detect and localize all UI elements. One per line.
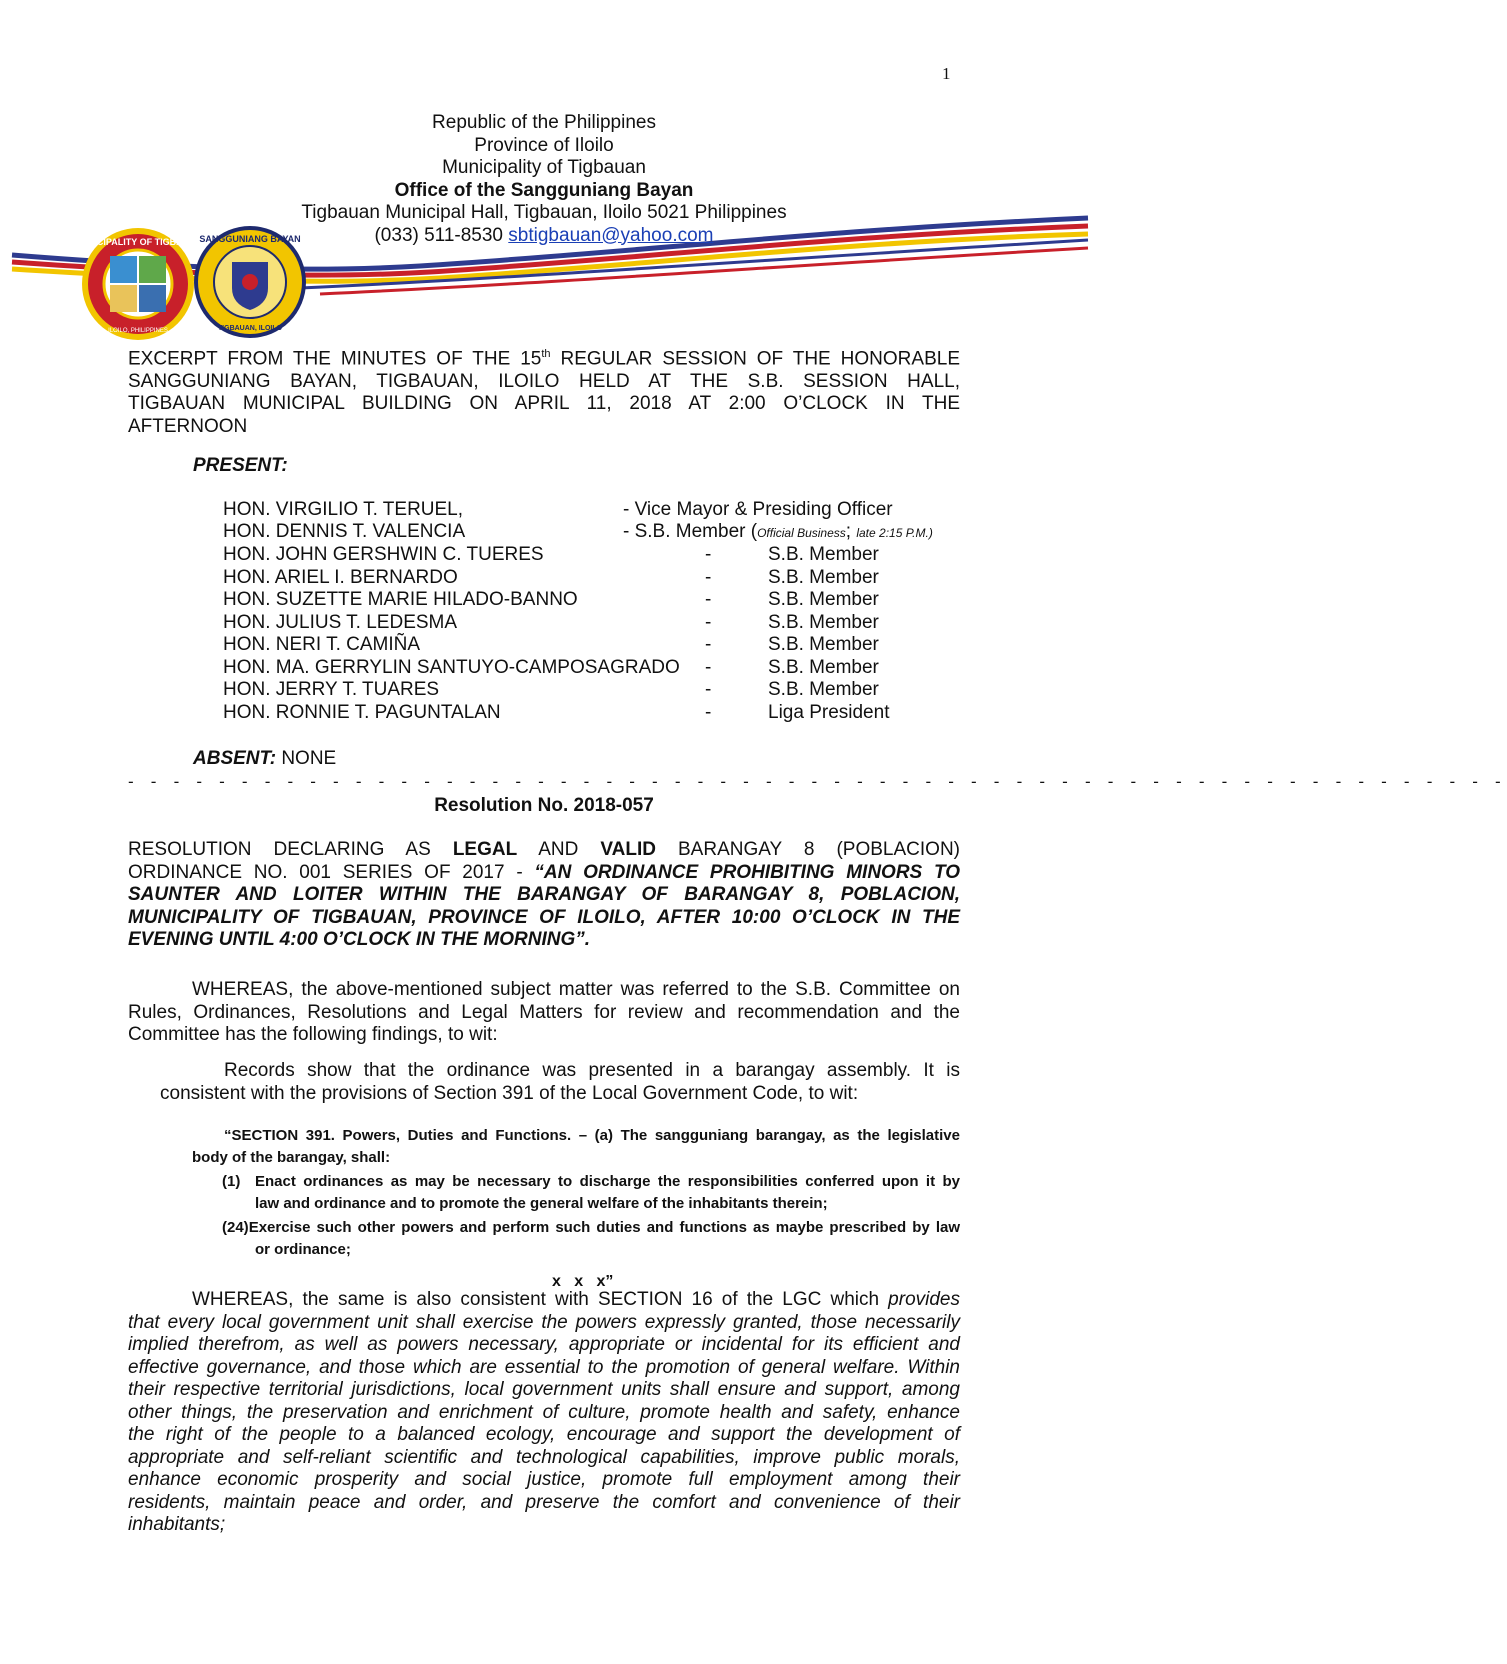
whereas-committee bbox=[128, 979, 960, 1047]
member-row: HON. JOHN GERSHWIN C. TUERES - S.B. Member bbox=[223, 544, 879, 565]
whereas2-body: that every local government unit shall exercise the powers expressly granted, those necessarily implied therefrom, as well as powers necessary, appropriate or incidental for its efficient and effective governance, and those which are essential to the promotion of general welfare. Within their respective territorial jurisdictions, local government units shall ensure and support, among other things, the preservation and enrichment of culture, promote health and safety, enhance the right of the people to a balanced ecology, encourage and support the development of appropriate and self-reliant scientific and technological capabilities, improve public morals, enhance economic prosperity and social justice, promote full employment among their residents, maintain peace and order, and preserve the comfort and convenience of their inhabitants; bbox=[128, 1311, 960, 1535]
title-line: ORDINANCE NO. 001 SERIES OF 2017 - “AN ORDINANCE PROHIBITING MINORS TO bbox=[128, 861, 960, 883]
title-line: SAUNTER AND LOITER WITHIN THE BARANGAY OF BARANGAY 8, POBLACION, bbox=[128, 884, 960, 905]
seal-right-bottom: TIGBAUAN, ILOILO bbox=[217, 325, 283, 332]
excerpt-line: SANGGUNIANG BAYAN, TIGBAUAN, ILOILO HELD AT THE S.B. SESSION HALL, bbox=[128, 370, 960, 392]
seal-right-label: SANGGUNIANG BAYAN bbox=[199, 234, 301, 244]
absent-value: NONE bbox=[276, 748, 337, 769]
present-label: PRESENT: bbox=[193, 455, 288, 476]
absent-label: ABSENT: bbox=[193, 748, 277, 769]
member-row: HON. VIRGILIO T. TERUEL, - Vice Mayor & Presiding Officer bbox=[223, 499, 893, 520]
letterhead-municipality: Municipality of Tigbauan bbox=[442, 157, 646, 178]
quote-line: “SECTION 391. Powers, Duties and Functions. – (a) The sangguniang barangay, as the legislative bbox=[224, 1127, 960, 1144]
whereas-line: WHEREAS, the above-mentioned subject matter was referred to the S.B. Committee on bbox=[192, 979, 960, 1000]
member-row: HON. MA. GERRYLIN SANTUYO-CAMPOSAGRADO - S.B. Member bbox=[223, 657, 879, 678]
quote-item: (24) Exercise such other powers and perform such duties and functions as maybe prescribed by law or ordinance; bbox=[222, 1219, 960, 1258]
excerpt-line: TIGBAUAN MUNICIPAL BUILDING ON APRIL 11, 2018 AT 2:00 O’CLOCK IN THE bbox=[128, 393, 960, 415]
whereas2-line: WHEREAS, the same is also consistent with SECTION 16 of the LGC which provides bbox=[192, 1289, 960, 1310]
absent-line bbox=[193, 748, 336, 771]
dashed-divider: - - - - - - - - - - - - - - - - - - - - - - - - - - - - - - - - - - - - - - - - - - - - - - - - - - - - - - - - - - - - - bbox=[128, 772, 1507, 791]
resolution-number: Resolution No. 2018-057 bbox=[434, 795, 654, 816]
member-row: HON. JERRY T. TUARES - S.B. Member bbox=[223, 679, 879, 700]
phone-number: (033) 511-8530 bbox=[374, 224, 504, 246]
title-line: MUNICIPALITY OF TIGBAUAN, PROVINCE OF ILOILO, AFTER 10:00 O’CLOCK IN THE bbox=[128, 906, 960, 928]
whereas-line: Committee has the following findings, to wit: bbox=[128, 1024, 498, 1045]
records-line: Records show that the ordinance was presented in a barangay assembly. It is bbox=[224, 1060, 960, 1081]
member-row: HON. RONNIE T. PAGUNTALAN - Liga President bbox=[223, 702, 890, 723]
excerpt-paragraph bbox=[128, 343, 960, 438]
member-row: HON. SUZETTE MARIE HILADO-BANNO - S.B. Member bbox=[223, 589, 879, 610]
quote-ellipsis: x x x” bbox=[552, 1273, 614, 1290]
letterhead-office: Office of the Sangguniang Bayan bbox=[394, 179, 694, 201]
member-row: HON. JULIUS T. LEDESMA - S.B. Member bbox=[223, 612, 879, 633]
records-paragraph bbox=[160, 1060, 960, 1105]
letterhead-contact bbox=[0, 225, 1088, 248]
whereas-line: Rules, Ordinances, Resolutions and Legal Matters for review and recommendation and the bbox=[128, 1001, 960, 1023]
title-line: RESOLUTION DECLARING AS LEGAL AND VALID BARANGAY 8 (POBLACION) bbox=[128, 839, 960, 860]
records-line: consistent with the provisions of Section 391 of the Local Government Code, to wit: bbox=[160, 1082, 859, 1104]
quote-item: (1) Enact ordinances as may be necessary to discharge the responsibilities conferred upon it by law and ordinance and to promote the general welfare of the inhabitants therein; bbox=[222, 1173, 960, 1212]
email-link[interactable]: sbtigbauan@yahoo.com bbox=[508, 224, 714, 246]
member-row: HON. NERI T. CAMIÑA - S.B. Member bbox=[223, 634, 879, 655]
member-row: HON. ARIEL I. BERNARDO - S.B. Member bbox=[223, 567, 879, 588]
letterhead-address: Tigbauan Municipal Hall, Tigbauan, Iloilo 5021 Philippines bbox=[301, 202, 787, 223]
excerpt-line: EXCERPT FROM THE MINUTES OF THE 15th REGULAR SESSION OF THE HONORABLE bbox=[128, 348, 960, 370]
quote-line: body of the barangay, shall: bbox=[192, 1149, 391, 1166]
seal-left-label: MUNICIPALITY OF TIGBAUAN bbox=[73, 237, 203, 247]
section-391-quote bbox=[192, 1125, 960, 1290]
title-line: EVENING UNTIL 4:00 O’CLOCK IN THE MORNING”. bbox=[128, 929, 591, 950]
letterhead-province: Province of Iloilo bbox=[474, 134, 614, 156]
whereas-section-16 bbox=[128, 1289, 960, 1537]
page-number: 1 bbox=[942, 64, 951, 83]
resolution-title bbox=[128, 839, 960, 952]
excerpt-line: AFTERNOON bbox=[128, 415, 248, 437]
letterhead bbox=[0, 112, 1088, 247]
member-row: HON. DENNIS T. VALENCIA - S.B. Member (Official Business; late 2:15 P.M.) bbox=[223, 521, 933, 542]
letterhead-republic: Republic of the Philippines bbox=[432, 112, 656, 133]
seal-left-bottom: ILOILO, PHILIPPINES bbox=[108, 328, 168, 334]
